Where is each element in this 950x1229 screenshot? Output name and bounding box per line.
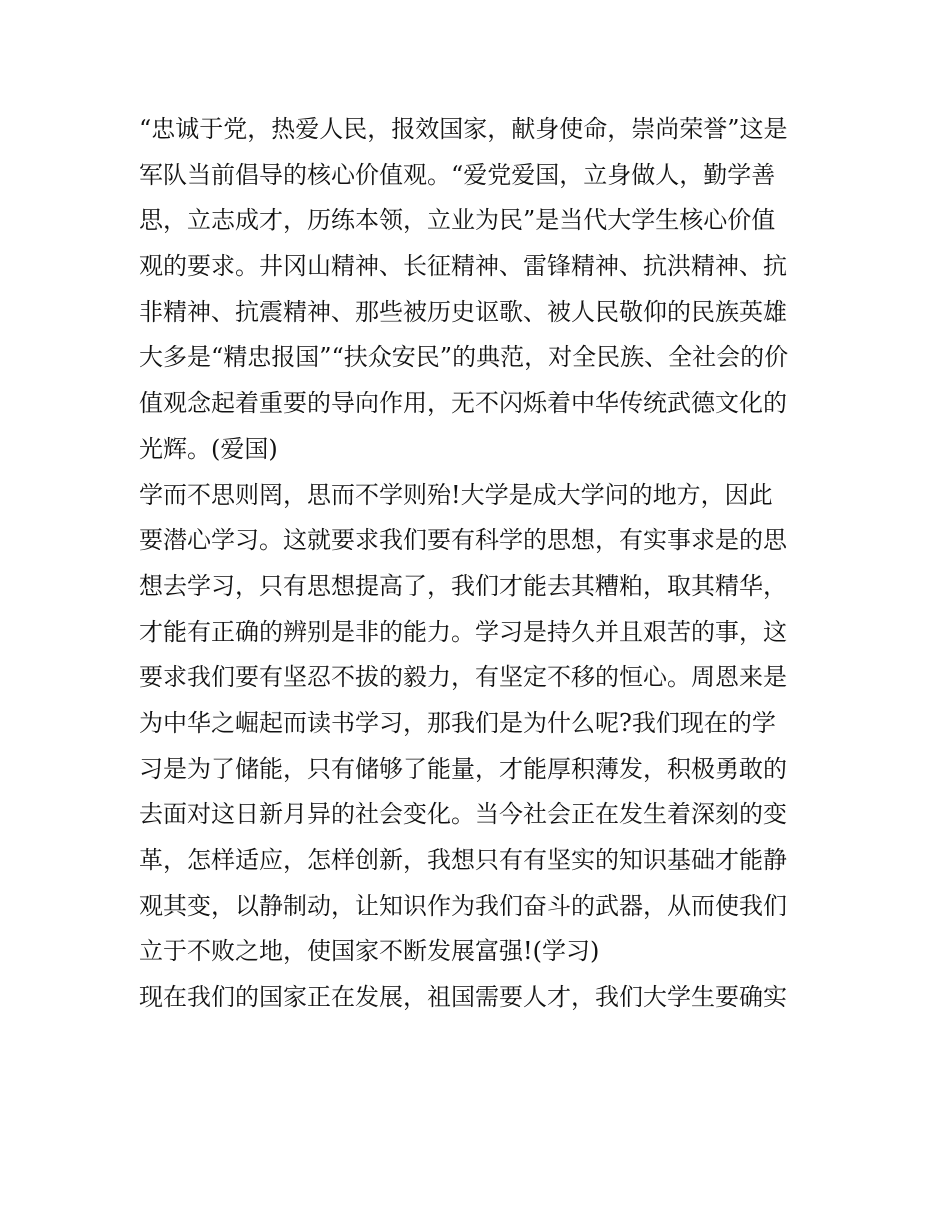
text-line: 非精神、抗震精神、那些被历史讴歌、被人民敬仰的民族英雄: [139, 297, 787, 326]
text-line: 立于不败之地，使国家不断发展富强!(学习): [139, 937, 600, 966]
text-line: 革，怎样适应，怎样创新，我想只有有坚实的知识基础才能静: [139, 846, 787, 874]
text-line: 值观念起着重要的导向作用，无不闪烁着中华传统武德文化的: [139, 389, 787, 418]
text-line: 才能有正确的辨别是非的能力。学习是持久并且艰苦的事，这: [139, 617, 787, 646]
text-line: 要潜心学习。这就要求我们要有科学的思想，有实事求是的思: [139, 526, 787, 555]
text-line: 大多是“精忠报国”“扶众安民”的典范，对全民族、全社会的价: [139, 343, 789, 372]
text-line: 去面对这日新月异的社会变化。当今社会正在发生着深刻的变: [139, 800, 787, 829]
text-line: 观的要求。井冈山精神、长征精神、雷锋精神、抗洪精神、抗: [139, 252, 787, 281]
text-line: 军队当前倡导的核心价值观。“爱党爱国，立身做人，勤学善: [139, 160, 776, 189]
text-line: 观其变，以静制动，让知识作为我们奋斗的武器，从而使我们: [139, 891, 787, 920]
text-line: 要求我们要有坚忍不拔的毅力，有坚定不移的恒心。周恩来是: [139, 663, 787, 692]
text-line: 思，立志成才，历练本领，立业为民”是当代大学生核心价值: [139, 206, 776, 235]
text-line: 想去学习，只有思想提高了，我们才能去其糟粕，取其精华，: [139, 571, 787, 600]
text-line: 现在我们的国家正在发展，祖国需要人才，我们大学生要确实: [139, 983, 787, 1012]
text-line: 光辉。(爱国): [139, 434, 278, 463]
text-line: “忠诚于党，热爱人民，报效国家，献身使命，崇尚荣誉”这是: [139, 115, 788, 143]
text-line: 为中华之崛起而读书学习，那我们是为什么呢?我们现在的学: [139, 708, 776, 737]
text-line: 习是为了储能，只有储够了能量，才能厚积薄发，积极勇敢的: [139, 754, 787, 783]
body-text: [139, 107, 819, 1021]
text-line: 学而不思则罔，思而不学则殆!大学是成大学问的地方，因此: [139, 480, 773, 509]
